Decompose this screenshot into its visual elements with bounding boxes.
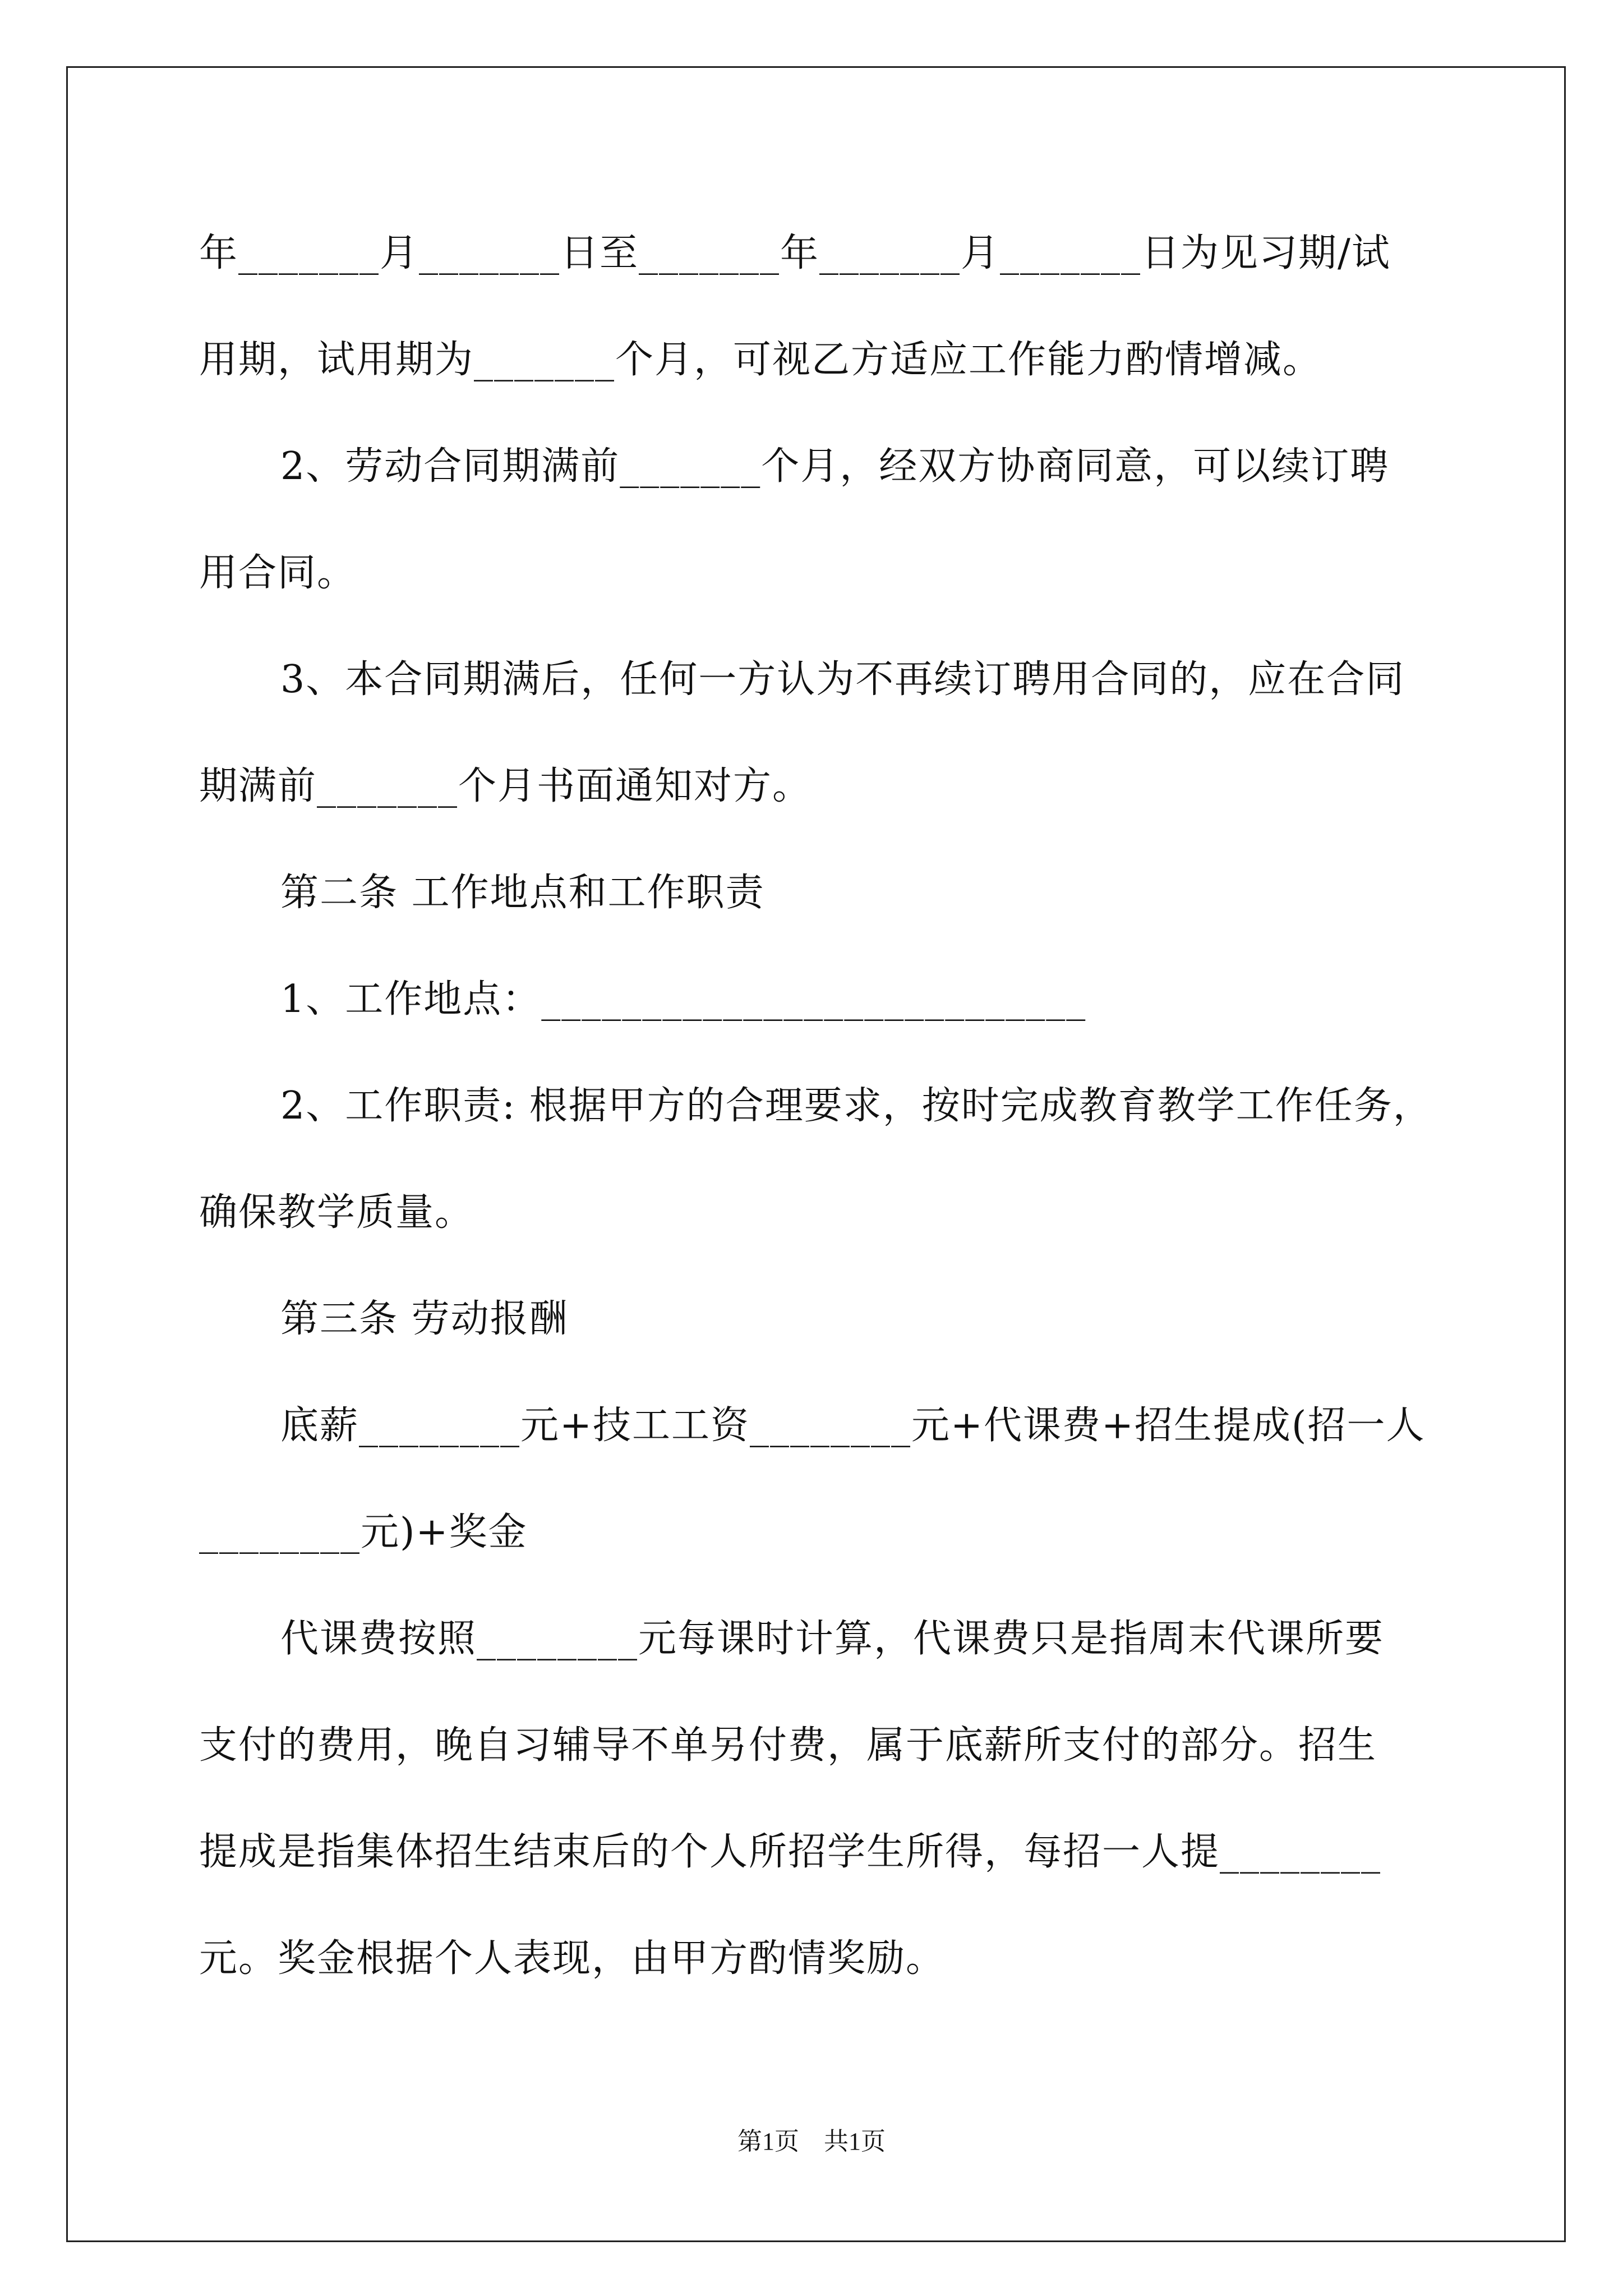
text-line: 1、工作地点：___________________________ [280, 977, 1087, 1022]
text-line: 2、工作职责: 根据甲方的合理要求，按时完成教育教学工作任务， [280, 1084, 1432, 1128]
text-line: 2、劳动合同期满前_______个月，经双方协商同意，可以续订聘 [280, 444, 1390, 489]
text-line: 确保教学质量。 [199, 1190, 474, 1235]
text-line: ________元)+奖金 [199, 1510, 528, 1554]
text-line: 年_______月_______日至_______年_______月_______日为见习期/试 [199, 231, 1391, 275]
text-line: 支付的费用，晚自习辅导不单另付费，属于底薪所支付的部分。招生 [199, 1723, 1377, 1768]
page-border [66, 66, 1566, 2242]
section-heading: 第二条 工作地点和工作职责 [280, 871, 765, 915]
text-line: 代课费按照________元每课时计算，代课费只是指周末代课所要 [280, 1617, 1385, 1661]
page-footer: 第1页 共1页 [737, 2128, 886, 2155]
text-line: 用期，试用期为_______个月，可视乙方适应工作能力酌情增减。 [199, 338, 1322, 382]
text-line: 底薪________元+技工工资________元+代课费+招生提成(招一人 [280, 1404, 1426, 1448]
text-line: 用合同。 [199, 551, 357, 595]
text-line: 3、本合同期满后，任何一方认为不再续订聘用合同的，应在合同 [280, 657, 1405, 702]
text-line: 提成是指集体招生结束后的个人所招学生所得，每招一人提________ [199, 1830, 1382, 1874]
text-line: 期满前_______个月书面通知对方。 [199, 764, 812, 808]
text-line: 元。奖金根据个人表现，由甲方酌情奖励。 [199, 1936, 946, 1981]
section-heading: 第三条 劳动报酬 [280, 1297, 569, 1341]
